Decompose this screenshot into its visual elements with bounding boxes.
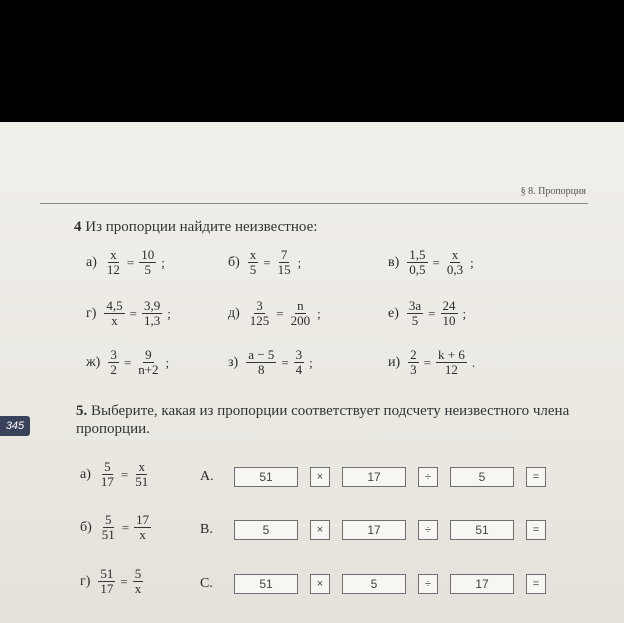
task5-proportion: [80, 460, 150, 489]
punctuation: ;: [167, 305, 171, 321]
punctuation: ;: [317, 305, 321, 321]
numerator: 7: [280, 247, 288, 262]
denominator: 17: [100, 474, 114, 489]
value-box: 51: [234, 574, 298, 594]
fraction: [134, 513, 151, 542]
fraction: [108, 348, 119, 377]
equals-key: =: [526, 467, 546, 487]
denominator: 8: [258, 362, 265, 377]
punctuation: ;: [297, 254, 302, 270]
page-tab: 345: [0, 416, 30, 436]
fraction: [99, 460, 116, 489]
punctuation: ;: [165, 354, 170, 370]
section-header: § 8. Пропорция: [520, 186, 586, 197]
equals-sign: =: [126, 254, 135, 270]
task4-item: [388, 299, 466, 328]
denominator: 51: [101, 527, 115, 542]
divide-key: ÷: [418, 520, 438, 540]
value-box: 5: [342, 574, 406, 594]
numerator: x: [249, 247, 257, 262]
value-box: 17: [450, 574, 514, 594]
fraction: [289, 299, 313, 328]
numerator: 24: [442, 298, 456, 313]
denominator: 125: [249, 313, 270, 328]
task4-number: 4: [74, 219, 82, 235]
fraction: [100, 513, 117, 542]
punctuation: ;: [470, 254, 474, 270]
fraction: [133, 460, 150, 489]
denominator: 1,3: [144, 313, 161, 328]
punctuation: .: [471, 354, 476, 370]
numerator: 17: [136, 512, 150, 527]
task4-item: [388, 348, 475, 377]
divide-key: ÷: [418, 574, 438, 594]
fraction: [441, 299, 458, 328]
task5-calculation: [200, 574, 546, 594]
equals-sign: =: [281, 354, 289, 370]
item-label: ж): [86, 354, 101, 370]
denominator: x: [134, 581, 142, 596]
equals-sign: =: [432, 254, 440, 270]
item-label: з): [228, 354, 239, 370]
value-box: 5: [234, 520, 298, 540]
fraction: [408, 348, 419, 377]
item-label: б): [228, 254, 240, 270]
header-divider: [40, 203, 588, 204]
fraction: [136, 348, 160, 377]
equals-sign: =: [423, 354, 431, 370]
fraction: [98, 567, 115, 596]
option-letter: A.: [200, 469, 214, 484]
task4-item: [388, 248, 474, 277]
item-label: е): [388, 305, 399, 321]
denominator: 17: [100, 581, 114, 596]
fraction: [139, 248, 156, 277]
numerator: 3: [295, 347, 303, 362]
fraction: [142, 299, 162, 328]
value-box: 51: [450, 520, 514, 540]
numerator: 2: [410, 347, 417, 362]
denominator: 0,5: [409, 262, 426, 277]
punctuation: ;: [462, 305, 467, 321]
item-label: а): [86, 254, 97, 270]
denominator: 5: [144, 262, 151, 277]
option-letter: B.: [200, 522, 213, 537]
item-label: б): [80, 519, 92, 535]
textbook-page: [0, 122, 624, 623]
numerator: n: [297, 298, 304, 313]
numerator: k + 6: [438, 347, 465, 362]
item-label: г): [86, 305, 97, 321]
numerator: x: [110, 247, 117, 262]
task4-title: [74, 219, 317, 236]
fraction: [276, 248, 293, 277]
denominator: 3: [410, 362, 417, 377]
fraction: [248, 299, 272, 328]
task4-item: [228, 248, 301, 277]
denominator: n+2: [138, 362, 159, 377]
numerator: 5: [105, 512, 112, 527]
numerator: 3a: [408, 298, 422, 313]
numerator: 5: [134, 566, 142, 581]
value-box: 5: [450, 467, 514, 487]
denominator: 2: [110, 362, 117, 377]
numerator: a − 5: [248, 347, 275, 362]
item-label: а): [80, 466, 91, 482]
task4-item: [86, 248, 165, 277]
item-label: г): [80, 573, 91, 589]
task5-title: [76, 402, 596, 438]
fraction: [133, 567, 144, 596]
numerator: x: [138, 459, 145, 474]
equals-key: =: [526, 574, 546, 594]
task5-text: Выберите, какая из пропорции соответствует подсчету неизвестного члена пропорции.: [76, 403, 570, 437]
task5-proportion: [80, 567, 143, 596]
numerator: x: [451, 247, 459, 262]
item-label: и): [388, 354, 401, 370]
punctuation: ;: [309, 354, 313, 370]
numerator: 51: [100, 566, 114, 581]
fraction: [248, 248, 259, 277]
denominator: 12: [444, 362, 458, 377]
task5-number: 5.: [76, 403, 88, 419]
numerator: 3: [256, 298, 263, 313]
fraction: [445, 248, 465, 277]
item-label: в): [388, 254, 400, 270]
option-letter: C.: [200, 576, 213, 591]
value-box: 51: [234, 467, 298, 487]
equals-sign: =: [428, 305, 436, 321]
numerator: 1,5: [409, 247, 426, 262]
equals-sign: =: [123, 354, 132, 370]
task4-item: [86, 348, 169, 377]
fraction: [104, 299, 124, 328]
numerator: 9: [145, 347, 152, 362]
fraction: [246, 348, 276, 377]
divide-key: ÷: [418, 467, 438, 487]
equals-sign: =: [263, 254, 271, 270]
numerator: 4,5: [106, 298, 123, 313]
multiply-key: ×: [310, 520, 330, 540]
equals-sign: =: [120, 573, 128, 589]
fraction: [407, 248, 427, 277]
denominator: 12: [106, 262, 120, 277]
task4-item: [228, 299, 321, 328]
equals-sign: =: [276, 305, 284, 321]
equals-sign: =: [129, 305, 137, 321]
numerator: 3: [110, 347, 117, 362]
numerator: 3,9: [144, 298, 161, 313]
fraction: [436, 348, 467, 377]
task5-calculation: [200, 520, 546, 540]
equals-sign: =: [121, 519, 130, 535]
fraction: [294, 348, 305, 377]
fraction: [105, 248, 122, 277]
task4-text: Из пропорции найдите неизвестное:: [85, 219, 318, 235]
multiply-key: ×: [310, 574, 330, 594]
fraction: [407, 299, 423, 328]
value-box: 17: [342, 520, 406, 540]
value-box: 17: [342, 467, 406, 487]
numerator: 5: [104, 459, 111, 474]
numerator: 10: [141, 247, 155, 262]
denominator: 5: [249, 262, 257, 277]
denominator: 200: [290, 313, 311, 328]
equals-key: =: [526, 520, 546, 540]
denominator: 4: [295, 362, 303, 377]
item-label: д): [228, 305, 240, 321]
task4-item: [228, 348, 313, 377]
task5-proportion: [80, 513, 151, 542]
denominator: 5: [411, 313, 419, 328]
punctuation: ;: [161, 254, 165, 270]
denominator: x: [139, 527, 146, 542]
denominator: x: [111, 313, 118, 328]
denominator: 51: [135, 474, 149, 489]
multiply-key: ×: [310, 467, 330, 487]
equals-sign: =: [120, 466, 129, 482]
denominator: 10: [442, 313, 456, 328]
denominator: 0,3: [446, 262, 464, 277]
task4-item: [86, 299, 171, 328]
task5-calculation: [200, 467, 546, 487]
denominator: 15: [277, 262, 291, 277]
